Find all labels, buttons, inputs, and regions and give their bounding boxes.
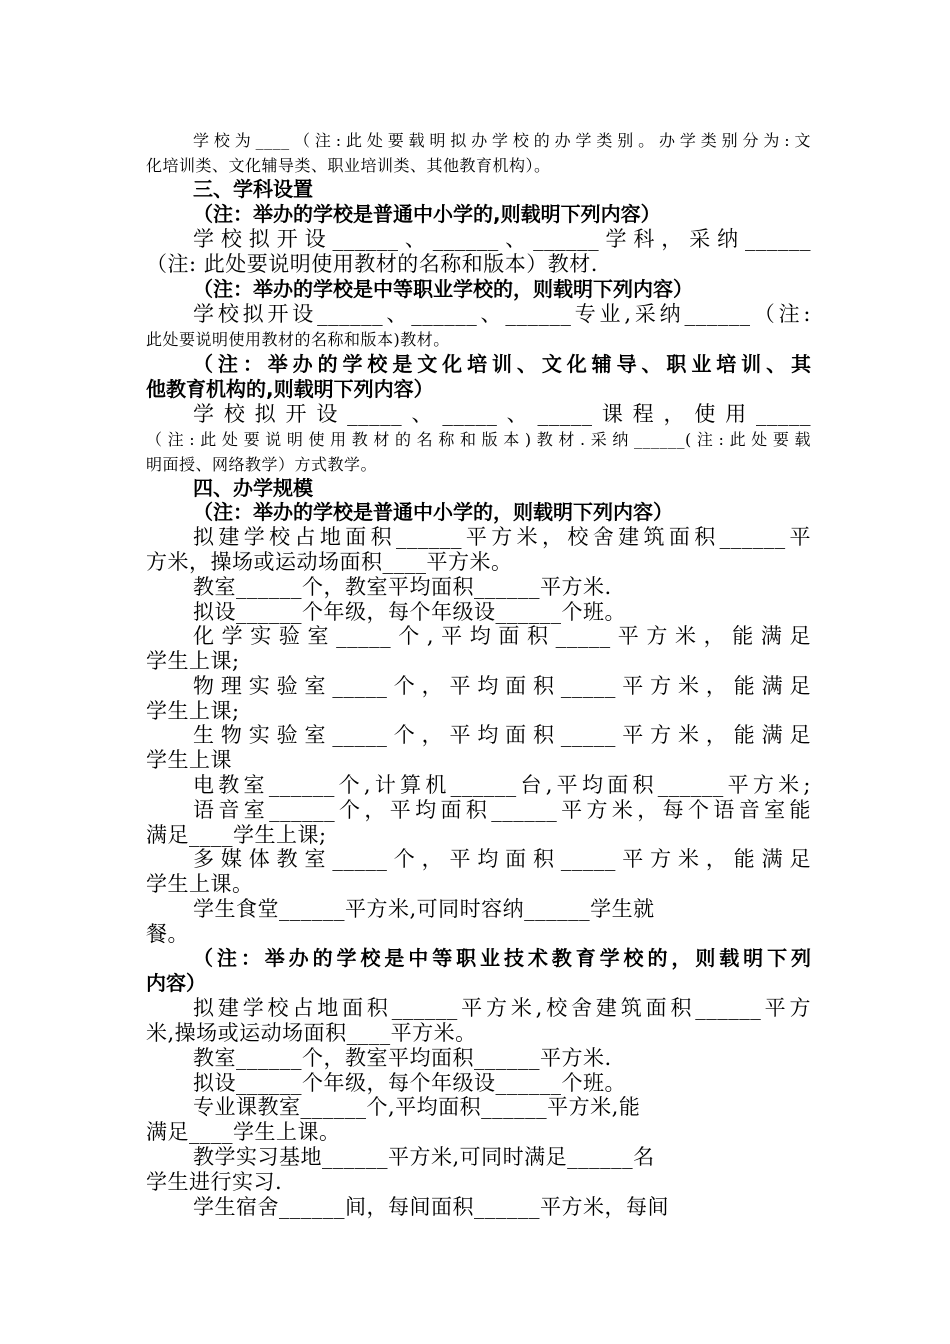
text-line: 学生上课; — [146, 699, 240, 723]
text-line: 学生上课; — [146, 649, 240, 673]
text-line: 满足____学生上课。 — [146, 1120, 341, 1144]
text-line: 明面授、网络教学）方式教学。 — [146, 455, 378, 474]
text-line: 他教育机构的,则载明下列内容） — [146, 377, 434, 401]
text-line: 学校拟开设_____、_____、_____课程，使用_____ — [193, 402, 811, 426]
text-line: 学校拟开设______、______、______学科，采纳______ — [193, 227, 811, 251]
text-line: （注:此处要说明使用教材的名称和版本)教材.采纳______(注:此处要载 — [146, 430, 811, 449]
text-line: 教学实习基地______平方米,可同时满足______名 — [193, 1145, 655, 1169]
text-line: 电教室______个,计算机______台,平均面积______平方米; — [193, 773, 811, 797]
text-line: 学生宿舍______间，每间面积______平方米，每间 — [193, 1195, 669, 1219]
text-line: 物理实验室_____个，平均面积_____平方米，能满足 — [193, 674, 811, 698]
text-line: 学生食堂______平方米,可同时容纳______学生就 — [193, 897, 655, 921]
text-line: 化培训类、文化辅导类、职业培训类、其他教育机构）。 — [146, 156, 551, 175]
text-line: 方米，操场或运动场面积____平方米。 — [146, 550, 513, 574]
text-line: 多媒体教室_____个，平均面积_____平方米，能满足 — [193, 847, 811, 871]
text-line: 三、学科设置 — [193, 177, 313, 201]
text-line: 拟设______个年级，每个年级设______个班。 — [193, 1071, 626, 1095]
text-line: 此处要说明使用教材的名称和版本)教材。 — [146, 330, 450, 349]
text-line: 学生上课。 — [146, 872, 254, 896]
text-line: （注：举办的学校是普通中小学的，则载明下列内容） — [193, 500, 673, 524]
text-line: 学生上课 — [146, 748, 232, 772]
text-line: 语音室______个，平均面积______平方米，每个语音室能 — [193, 798, 811, 822]
text-line: 化学实验室_____个,平均面积_____平方米，能满足 — [193, 624, 811, 648]
text-line: 生物实验室_____个，平均面积_____平方米，能满足 — [193, 723, 811, 747]
text-line: （注：举办的学校是普通中小学的,则载明下列内容） — [193, 202, 661, 226]
text-line: （注：举办的学校是中等职业学校的，则载明下列内容） — [193, 277, 693, 301]
text-line: 四、办学规模 — [193, 476, 313, 500]
text-line: （注：举办的学校是中等职业技术教育学校的，则载明下列 — [193, 946, 811, 970]
text-line: 专业课教室______个,平均面积______平方米,能 — [193, 1095, 641, 1119]
text-line: （注: 此处要说明使用教材的名称和版本）教材. — [146, 252, 598, 276]
text-line: 餐。 — [146, 922, 189, 946]
text-line: 米,操场或运动场面积____平方米。 — [146, 1021, 477, 1045]
text-line: 教室______个，教室平均面积______平方米. — [193, 575, 612, 599]
text-line: 学校拟开设______、______、______专业,采纳______（注: — [193, 302, 811, 326]
text-line: 拟建学校占地面积______平方米，校舍建筑面积______平 — [193, 525, 811, 549]
text-line: （注：举办的学校是文化培训、文化辅导、职业培训、其 — [193, 352, 811, 376]
text-line: 教室______个，教室平均面积______平方米. — [193, 1046, 612, 1070]
text-line: 内容） — [146, 971, 206, 995]
text-line: 满足____学生上课; — [146, 823, 327, 847]
text-line: 学校为____（注:此处要载明拟办学校的办学类别。办学类别分为:文 — [193, 131, 811, 150]
text-line: 学生进行实习. — [146, 1170, 283, 1194]
text-line: 拟建学校占地面积______平方米,校舍建筑面积______平方 — [193, 996, 811, 1020]
text-line: 拟设______个年级，每个年级设______个班。 — [193, 600, 626, 624]
